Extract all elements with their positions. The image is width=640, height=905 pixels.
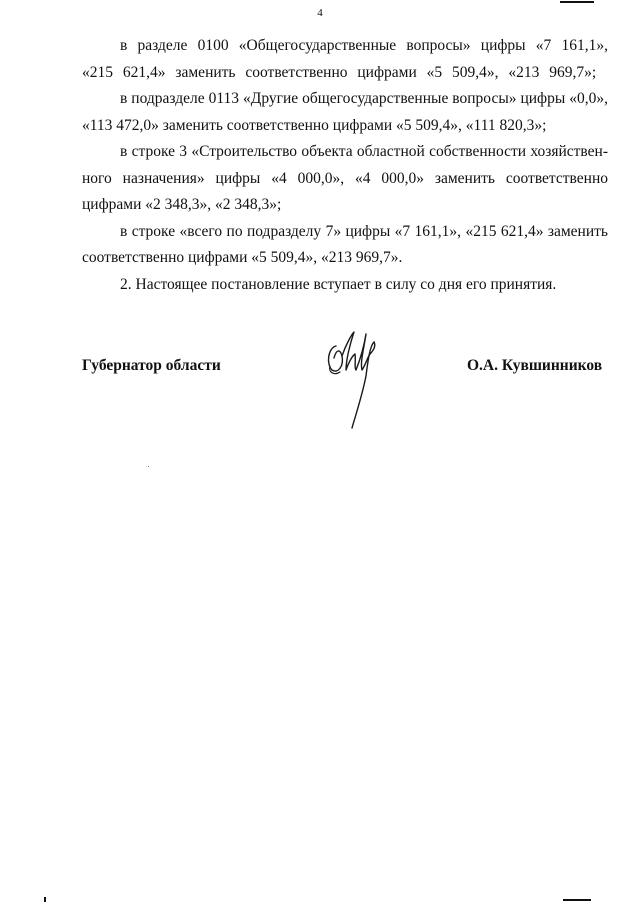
scan-mark-bottom-left: [44, 897, 46, 902]
paragraph-section-0100: в разделе 0100 «Общегосударственные вопросы» цифры «7 161,1», «215 621,4» заменить соответственно цифрами «5 509,4», «213 969,7»;: [82, 37, 608, 81]
document-body: [82, 33, 608, 298]
signatory-position: Губернатор области: [82, 357, 221, 374]
paragraph-effective-date: 2. Настоящее постановление вступает в силу со дня его принятия.: [120, 275, 557, 293]
signatory-name: О.А. Кувшинников: [467, 357, 603, 374]
paragraph-line-3: в строке 3 «Строительство объекта областной собственности хозяйствен-ного назначения» цифры «4 000,0», «4 000,0» заменить соответственно цифрами «2 348,3», «2 348,3»;: [82, 143, 608, 213]
handwritten-signature: [322, 326, 384, 430]
page-number: 4: [317, 7, 323, 19]
paragraph-subsection-0113: в подразделе 0113 «Другие общегосударственные вопросы» цифры «0,0», «113 472,0» заменить соответственно цифрами «5 509,4», «111 820,3»;: [82, 90, 608, 134]
paragraph-total-subsection-7: в строке «всего по подразделу 7» цифры «7 161,1», «215 621,4» заменить соответственно цифрами «5 509,4», «213 969,7».: [82, 222, 608, 266]
scan-speck: [148, 466, 149, 467]
scan-mark-top-right: [560, 1, 594, 3]
scan-mark-bottom-right: [563, 899, 591, 901]
